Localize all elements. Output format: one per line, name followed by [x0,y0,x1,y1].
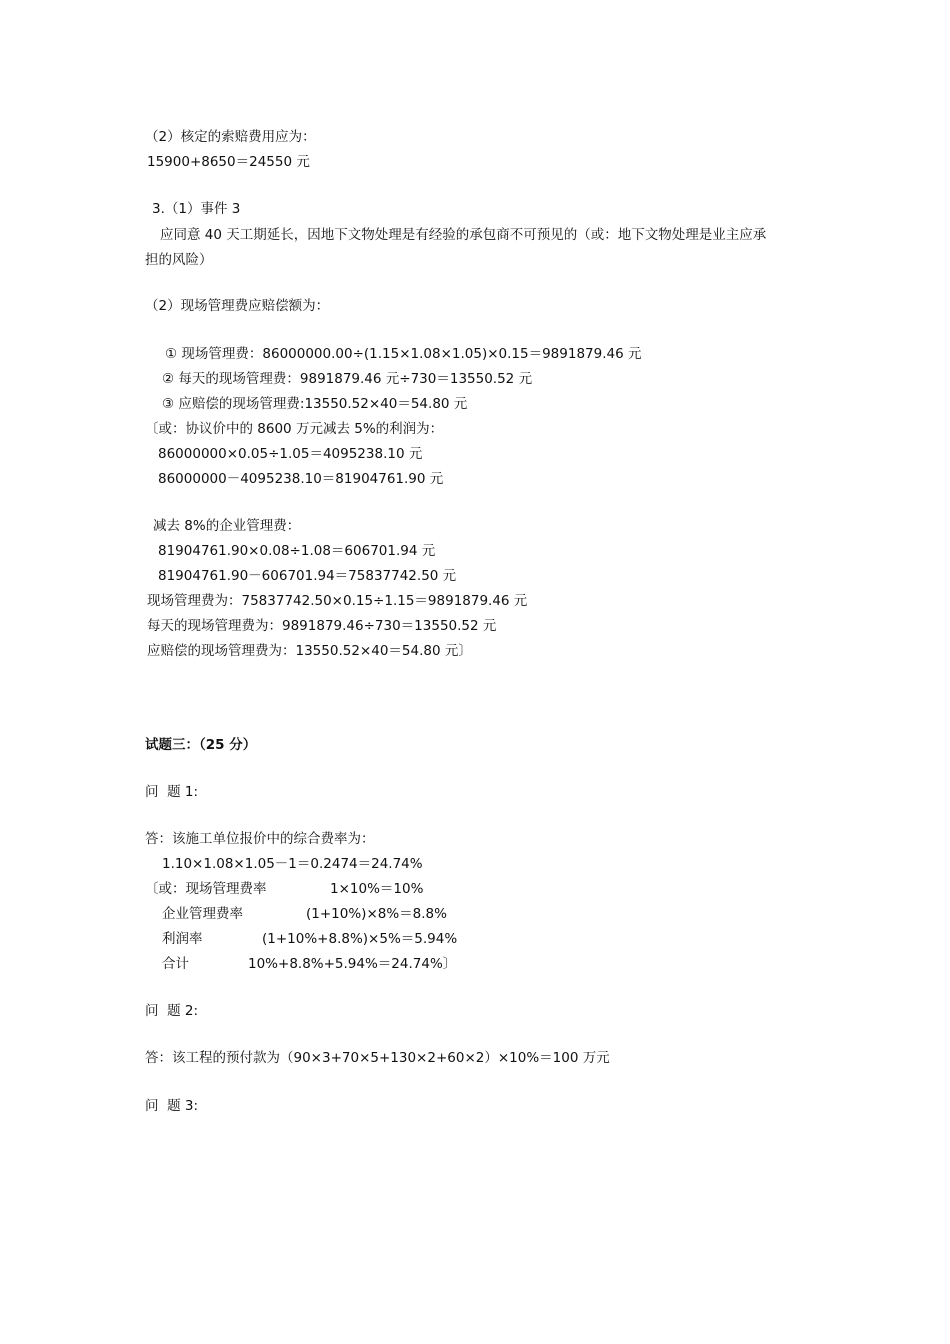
text-line: 担的风险） [145,252,213,268]
text-line: ② 每天的现场管理费：9891879.46 元÷730＝13550.52 元 [162,371,533,387]
text-line: 应赔偿的现场管理费为：13550.52×40＝54.80 元〕 [147,643,472,659]
text-line: 现场管理费为：75837742.50×0.15÷1.15＝9891879.46 元 [147,593,528,609]
text-line: (1+10%)×8%＝8.8% [306,906,447,922]
text-line: 〔或：协议价中的 8600 万元减去 5%的利润为： [145,421,444,437]
text-line: 答：该施工单位报价中的综合费率为： [145,831,375,847]
text-line: ③ 应赔偿的现场管理费:13550.52×40＝54.80 元 [162,396,468,412]
text-line: （2）现场管理费应赔偿额为： [145,298,330,314]
text-line: (1+10%+8.8%)×5%＝5.94% [262,931,458,947]
question-label: 问 题 2: [145,1003,199,1019]
text-line: 减去 8%的企业管理费： [153,518,301,534]
text-line: （2）核定的索赔费用应为： [145,129,316,145]
text-line: 利润率 [162,931,203,947]
text-line: 答：该工程的预付款为（90×3+70×5+130×2+60×2）×10%＝100 万元 [145,1050,610,1066]
section-heading: 试题三：（25 分） [145,737,257,753]
text-line: 每天的现场管理费为：9891879.46÷730＝13550.52 元 [147,618,497,634]
text-line: 1.10×1.08×1.05－1＝0.2474＝24.74% [162,856,423,872]
text-line: 86000000×0.05÷1.05＝4095238.10 元 [158,446,423,462]
text-line: 〔或：现场管理费率 [145,881,267,897]
text-line: 企业管理费率 [162,906,243,922]
text-line: 10%+8.8%+5.94%＝24.74%〕 [248,956,457,972]
text-line: 81904761.90×0.08÷1.08＝606701.94 元 [158,543,436,559]
text-line: 86000000－4095238.10＝81904761.90 元 [158,471,444,487]
text-line: ① 现场管理费：86000000.00÷(1.15×1.08×1.05)×0.15＝9891879.46 元 [165,346,642,362]
text-line: 15900+8650＝24550 元 [147,154,310,170]
text-line: 81904761.90－606701.94＝75837742.50 元 [158,568,457,584]
text-line: 应同意 40 天工期延长，因地下文物处理是有经验的承包商不可预见的（或：地下文物处理是业主应承 [160,227,767,243]
text-line: 3.（1）事件 3 [152,201,241,217]
text-line: 合计 [162,956,189,972]
question-label: 问 题 1: [145,784,199,800]
text-line: 1×10%＝10% [330,881,424,897]
question-label: 问 题 3: [145,1098,199,1114]
